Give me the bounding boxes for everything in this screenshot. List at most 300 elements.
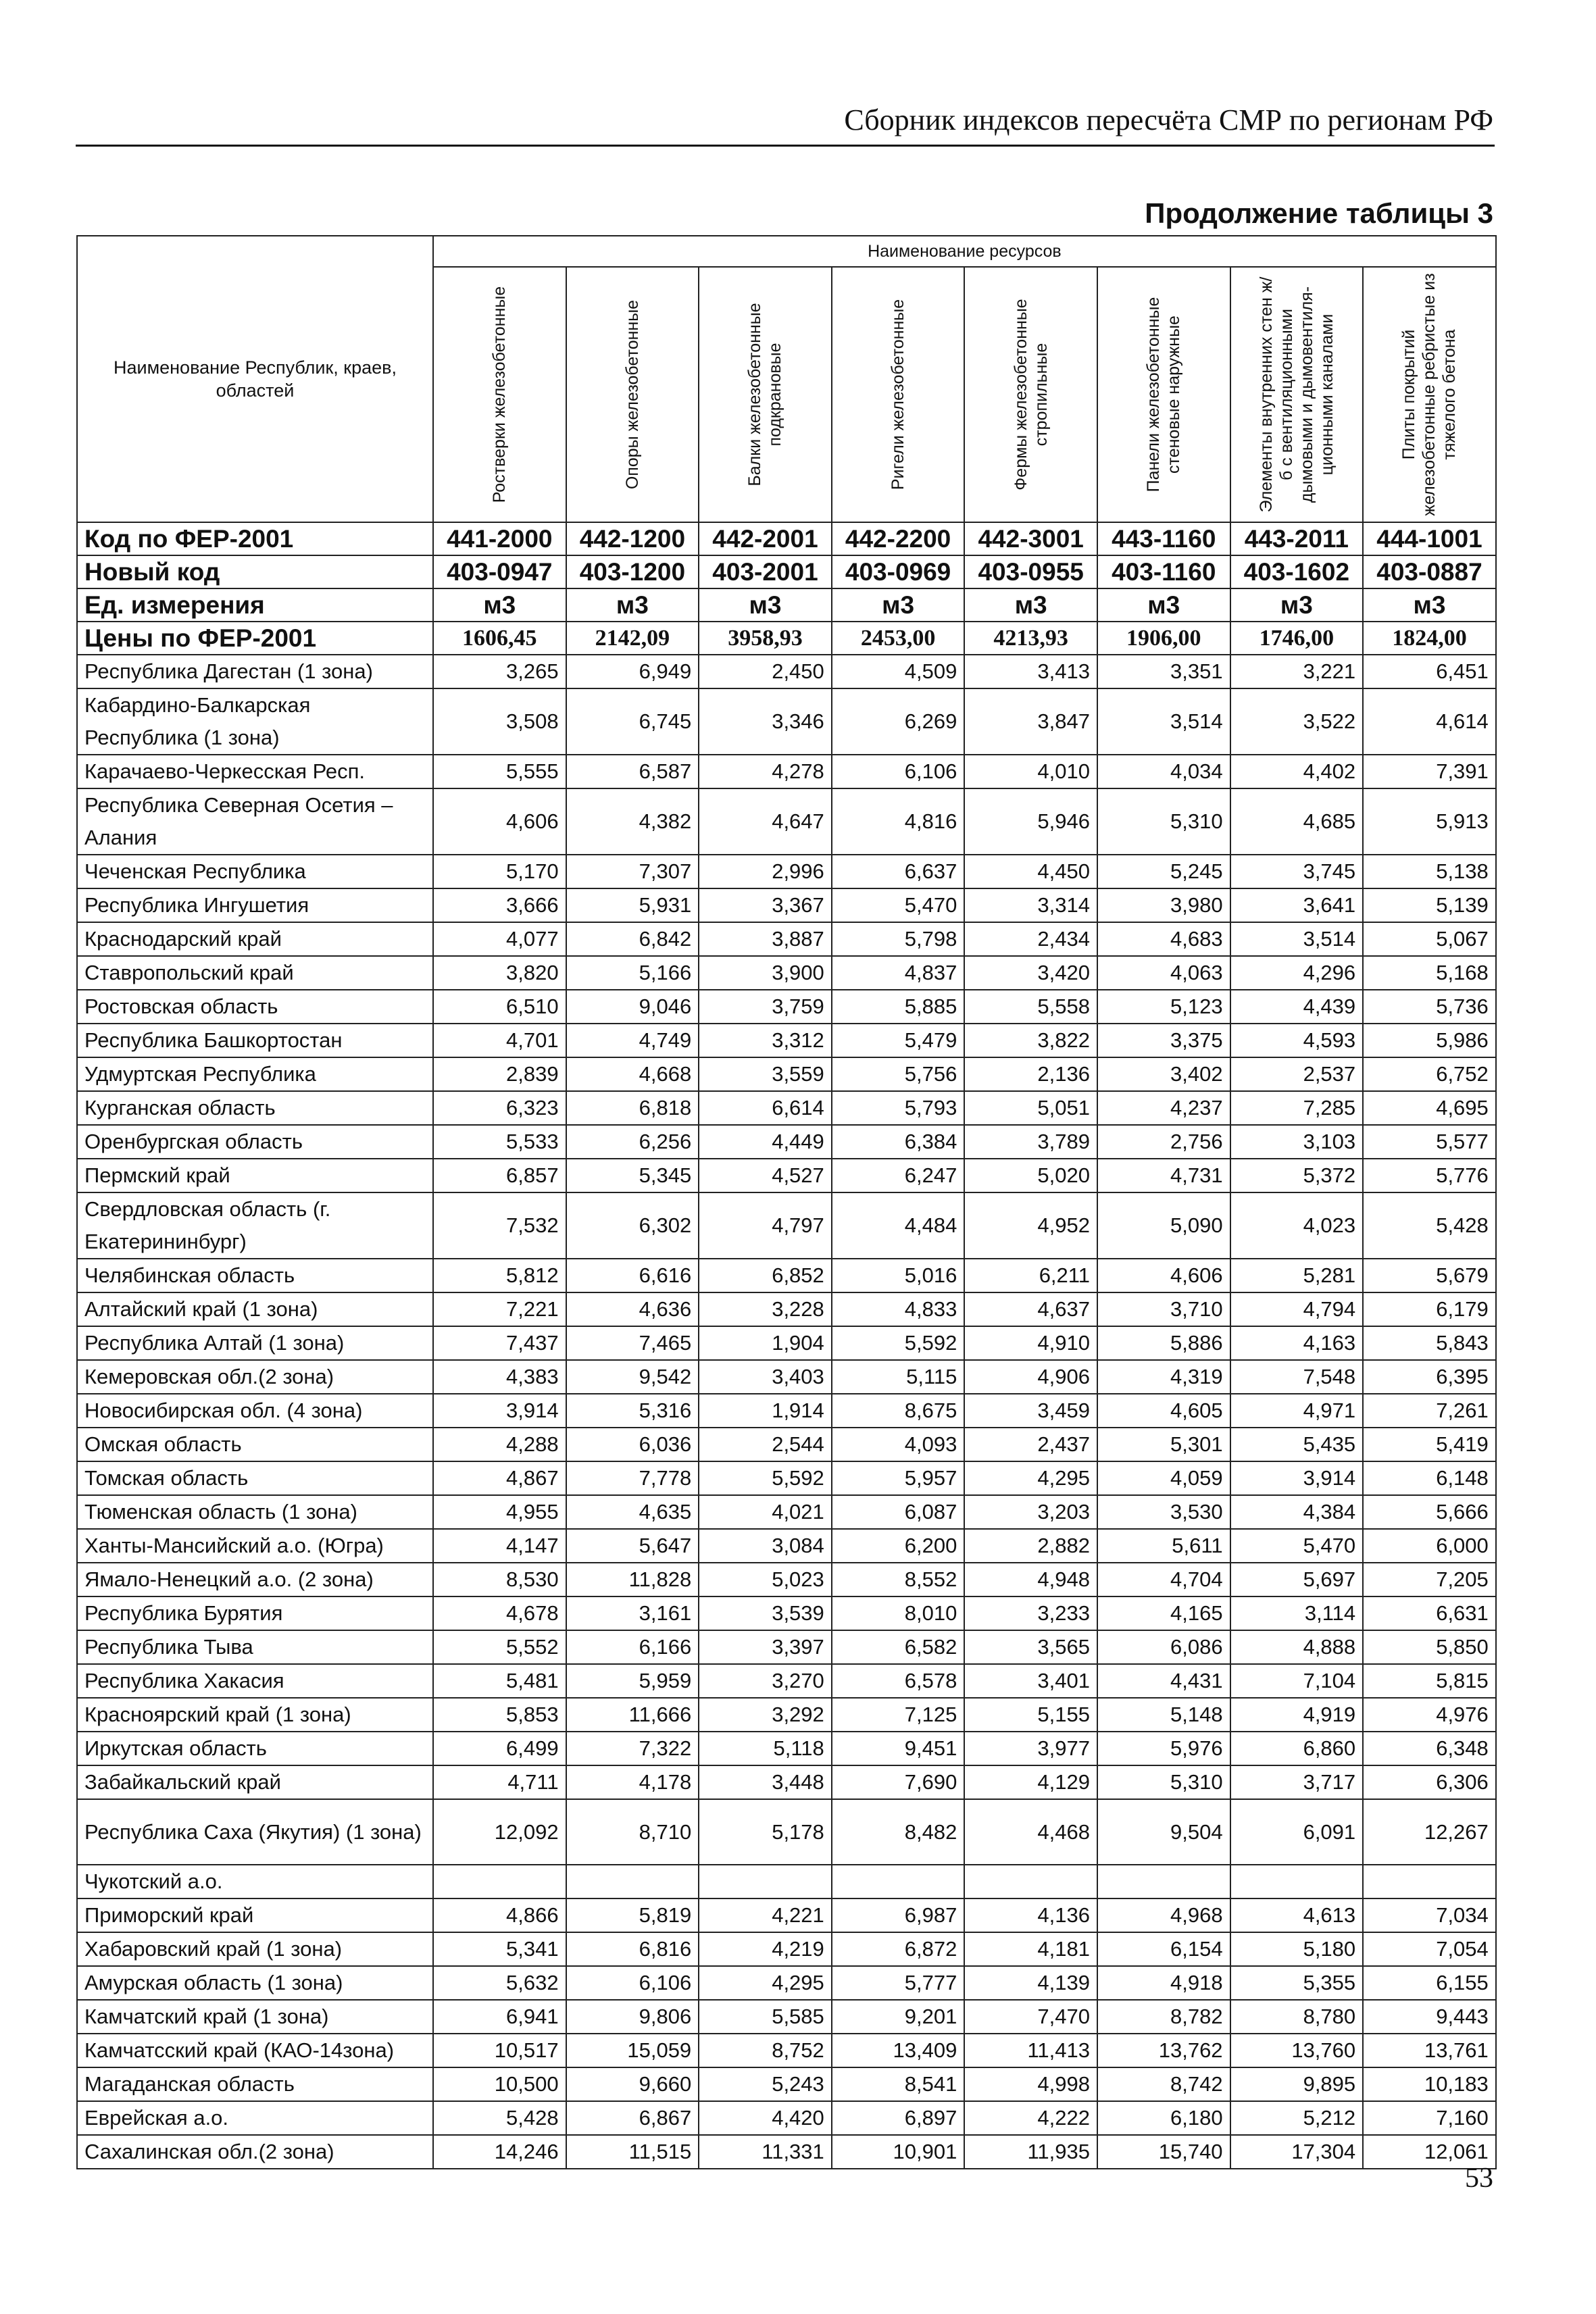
- index-cell: 4,136: [964, 1898, 1097, 1932]
- region-name: Магаданская область: [77, 2067, 433, 2101]
- index-cell: 8,675: [832, 1394, 965, 1428]
- meta-row: [77, 588, 1496, 622]
- index-cell: 3,530: [1097, 1495, 1230, 1529]
- index-cell: 4,678: [433, 1596, 566, 1630]
- index-cell: 7,054: [1363, 1932, 1496, 1966]
- meta-cell: 442-2200: [832, 522, 965, 555]
- index-cell: 3,312: [699, 1024, 832, 1057]
- column-header: [1097, 267, 1230, 522]
- table-row: [77, 2000, 1496, 2034]
- table-row: [77, 1932, 1496, 1966]
- index-cell: 5,178: [699, 1799, 832, 1865]
- meta-cell: 403-2001: [699, 555, 832, 588]
- region-name: Республика Бурятия: [77, 1596, 433, 1630]
- index-cell: 5,798: [832, 922, 965, 956]
- index-cell: 9,542: [566, 1360, 699, 1394]
- index-cell: 3,789: [964, 1125, 1097, 1159]
- meta-cell: 3958,93: [699, 622, 832, 655]
- index-cell: 6,818: [566, 1091, 699, 1125]
- region-name: Республика Хакасия: [77, 1664, 433, 1698]
- index-cell: 4,647: [699, 788, 832, 855]
- index-cell: 6,752: [1363, 1057, 1496, 1091]
- index-cell: 5,301: [1097, 1428, 1230, 1461]
- index-cell: 7,548: [1230, 1360, 1364, 1394]
- index-cell: 6,499: [433, 1732, 566, 1765]
- index-cell: 7,322: [566, 1732, 699, 1765]
- index-cell: 4,685: [1230, 788, 1364, 855]
- index-cell: 3,351: [1097, 655, 1230, 688]
- meta-cell: м3: [1230, 588, 1364, 622]
- table-row: [77, 855, 1496, 888]
- index-cell: 4,129: [964, 1765, 1097, 1799]
- index-cell: 7,125: [832, 1698, 965, 1732]
- table-row: [77, 1428, 1496, 1461]
- index-cell: 5,679: [1363, 1259, 1496, 1292]
- index-cell: 6,087: [832, 1495, 965, 1529]
- index-cell: 4,866: [433, 1898, 566, 1932]
- index-cell: 6,179: [1363, 1292, 1496, 1326]
- index-cell: 5,470: [1230, 1529, 1364, 1563]
- index-cell: 5,853: [433, 1698, 566, 1732]
- index-cell: 3,270: [699, 1664, 832, 1698]
- meta-row-label: Новый код: [77, 555, 433, 588]
- index-cell: 6,211: [964, 1259, 1097, 1292]
- index-cell: 9,451: [832, 1732, 965, 1765]
- index-cell: 5,180: [1230, 1932, 1364, 1966]
- index-cell: 6,867: [566, 2101, 699, 2135]
- index-cell: 5,697: [1230, 1563, 1364, 1596]
- table-row: [77, 2101, 1496, 2135]
- index-cell: 5,552: [433, 1630, 566, 1664]
- index-cell: 3,508: [433, 688, 566, 755]
- index-cell: 5,139: [1363, 888, 1496, 922]
- index-cell: [964, 1865, 1097, 1898]
- column-header: [832, 267, 965, 522]
- column-header: [699, 267, 832, 522]
- index-cell: 9,895: [1230, 2067, 1364, 2101]
- index-cell: 9,504: [1097, 1799, 1230, 1865]
- index-cell: 3,820: [433, 956, 566, 990]
- index-cell: 5,986: [1363, 1024, 1496, 1057]
- region-name: Ямало-Ненецкий а.о. (2 зона): [77, 1563, 433, 1596]
- index-cell: 6,200: [832, 1529, 965, 1563]
- index-cell: 6,614: [699, 1091, 832, 1125]
- index-cell: [1097, 1865, 1230, 1898]
- index-cell: 7,465: [566, 1326, 699, 1360]
- index-cell: 4,402: [1230, 755, 1364, 788]
- meta-cell: 4213,93: [964, 622, 1097, 655]
- meta-cell: м3: [433, 588, 566, 622]
- column-header-label: Балки железобетонные подкрановые: [745, 303, 785, 486]
- index-cell: 4,450: [964, 855, 1097, 888]
- index-cell: 5,815: [1363, 1664, 1496, 1698]
- index-cell: 6,348: [1363, 1732, 1496, 1765]
- table-row: [77, 788, 1496, 855]
- index-cell: 10,901: [832, 2135, 965, 2169]
- index-cell: 6,616: [566, 1259, 699, 1292]
- index-cell: 5,776: [1363, 1159, 1496, 1192]
- index-cell: 4,077: [433, 922, 566, 956]
- index-cell: 4,163: [1230, 1326, 1364, 1360]
- index-cell: 7,532: [433, 1192, 566, 1259]
- index-cell: 15,740: [1097, 2135, 1230, 2169]
- index-cell: 13,761: [1363, 2034, 1496, 2067]
- index-cell: 5,023: [699, 1563, 832, 1596]
- table-row: [77, 1966, 1496, 2000]
- region-name: Республика Башкортостан: [77, 1024, 433, 1057]
- index-cell: 6,637: [832, 855, 965, 888]
- index-cell: 3,822: [964, 1024, 1097, 1057]
- index-cell: 4,816: [832, 788, 965, 855]
- meta-cell: 441-2000: [433, 522, 566, 555]
- index-cell: 3,666: [433, 888, 566, 922]
- region-name: Свердловская область (г. Екатерининбург): [77, 1192, 433, 1259]
- index-cell: 6,384: [832, 1125, 965, 1159]
- index-cell: 9,806: [566, 2000, 699, 2034]
- index-cell: 11,666: [566, 1698, 699, 1732]
- index-cell: [699, 1865, 832, 1898]
- column-header-label: Фермы железобетонные стропильные: [1011, 299, 1051, 491]
- index-cell: 2,434: [964, 922, 1097, 956]
- index-cell: 4,614: [1363, 688, 1496, 755]
- index-cell: 8,752: [699, 2034, 832, 2067]
- index-cell: 5,090: [1097, 1192, 1230, 1259]
- region-name: Чеченская Республика: [77, 855, 433, 888]
- index-cell: 2,756: [1097, 1125, 1230, 1159]
- region-name: Амурская область (1 зона): [77, 1966, 433, 2000]
- meta-cell: м3: [566, 588, 699, 622]
- index-cell: 5,592: [699, 1461, 832, 1495]
- index-cell: 3,745: [1230, 855, 1364, 888]
- region-name: Тюменская область (1 зона): [77, 1495, 433, 1529]
- index-cell: 10,183: [1363, 2067, 1496, 2101]
- index-cell: 1,904: [699, 1326, 832, 1360]
- index-cell: 5,558: [964, 990, 1097, 1024]
- region-name: Республика Северная Осетия – Алания: [77, 788, 433, 855]
- index-cell: 4,237: [1097, 1091, 1230, 1125]
- column-header-label: Плиты покрытий железобетонные ребристые из тяжелого бетона: [1399, 273, 1460, 516]
- index-cell: 12,061: [1363, 2135, 1496, 2169]
- index-cell: 3,402: [1097, 1057, 1230, 1091]
- index-cell: 4,010: [964, 755, 1097, 788]
- index-cell: 4,063: [1097, 956, 1230, 990]
- resource-group-header: Наименование ресурсов: [433, 236, 1496, 267]
- index-cell: 4,139: [964, 1966, 1097, 2000]
- index-cell: 5,372: [1230, 1159, 1364, 1192]
- index-cell: 6,857: [433, 1159, 566, 1192]
- index-cell: 6,852: [699, 1259, 832, 1292]
- index-cell: 3,759: [699, 990, 832, 1024]
- index-cell: 3,565: [964, 1630, 1097, 1664]
- index-cell: 3,900: [699, 956, 832, 990]
- index-cell: 5,281: [1230, 1259, 1364, 1292]
- index-cell: 13,760: [1230, 2034, 1364, 2067]
- index-cell: 17,304: [1230, 2135, 1364, 2169]
- table-row: [77, 1630, 1496, 1664]
- meta-row: [77, 555, 1496, 588]
- meta-row: [77, 522, 1496, 555]
- index-cell: 6,587: [566, 755, 699, 788]
- index-cell: 6,106: [566, 1966, 699, 2000]
- index-cell: 5,585: [699, 2000, 832, 2034]
- index-cell: 4,683: [1097, 922, 1230, 956]
- index-cell: 4,219: [699, 1932, 832, 1966]
- index-cell: 8,710: [566, 1799, 699, 1865]
- column-header-label: Ростверки железобетонные: [490, 286, 509, 503]
- index-cell: 3,559: [699, 1057, 832, 1091]
- meta-cell: м3: [1097, 588, 1230, 622]
- index-cell: 3,847: [964, 688, 1097, 755]
- index-cell: 4,837: [832, 956, 965, 990]
- table-row: [77, 2067, 1496, 2101]
- meta-cell: 444-1001: [1363, 522, 1496, 555]
- index-cell: 3,401: [964, 1664, 1097, 1698]
- region-name: Алтайский край (1 зона): [77, 1292, 433, 1326]
- index-cell: 5,913: [1363, 788, 1496, 855]
- meta-row-label: Код по ФЕР-2001: [77, 522, 433, 555]
- index-cell: 6,941: [433, 2000, 566, 2034]
- index-cell: 5,957: [832, 1461, 965, 1495]
- index-cell: 12,267: [1363, 1799, 1496, 1865]
- index-cell: 10,517: [433, 2034, 566, 2067]
- index-cell: 5,316: [566, 1394, 699, 1428]
- meta-cell: м3: [1363, 588, 1496, 622]
- index-cell: 4,635: [566, 1495, 699, 1529]
- index-cell: 4,976: [1363, 1698, 1496, 1732]
- index-cell: 3,084: [699, 1529, 832, 1563]
- index-cell: 3,413: [964, 655, 1097, 688]
- meta-row-label: Цены по ФЕР-2001: [77, 622, 433, 655]
- meta-cell: м3: [832, 588, 965, 622]
- column-header: [566, 267, 699, 522]
- index-cell: 5,555: [433, 755, 566, 788]
- page-number: 53: [1465, 2163, 1493, 2194]
- index-cell: 3,448: [699, 1765, 832, 1799]
- index-cell: 6,897: [832, 2101, 965, 2135]
- index-cell: 6,578: [832, 1664, 965, 1698]
- region-name: Республика Саха (Якутия) (1 зона): [77, 1799, 433, 1865]
- index-cell: 6,872: [832, 1932, 965, 1966]
- region-name: Приморский край: [77, 1898, 433, 1932]
- index-cell: 2,839: [433, 1057, 566, 1091]
- index-cell: 3,375: [1097, 1024, 1230, 1057]
- index-cell: 5,212: [1230, 2101, 1364, 2135]
- index-cell: 5,428: [1363, 1192, 1496, 1259]
- index-cell: 8,010: [832, 1596, 965, 1630]
- meta-cell: м3: [964, 588, 1097, 622]
- region-name: Курганская область: [77, 1091, 433, 1125]
- index-cell: 7,470: [964, 2000, 1097, 2034]
- region-name: Иркутская область: [77, 1732, 433, 1765]
- index-cell: 6,247: [832, 1159, 965, 1192]
- index-cell: [566, 1865, 699, 1898]
- index-cell: [1230, 1865, 1364, 1898]
- table-row: [77, 1091, 1496, 1125]
- index-cell: 5,885: [832, 990, 965, 1024]
- region-name: Челябинская область: [77, 1259, 433, 1292]
- index-cell: 3,367: [699, 888, 832, 922]
- index-cell: 3,459: [964, 1394, 1097, 1428]
- index-cell: 4,636: [566, 1292, 699, 1326]
- index-cell: 5,479: [832, 1024, 965, 1057]
- index-cell: 4,593: [1230, 1024, 1364, 1057]
- region-name: Пермский край: [77, 1159, 433, 1192]
- index-cell: 6,745: [566, 688, 699, 755]
- index-cell: 11,413: [964, 2034, 1097, 2067]
- index-cell: 6,154: [1097, 1932, 1230, 1966]
- index-cell: 5,138: [1363, 855, 1496, 888]
- index-cell: 2,437: [964, 1428, 1097, 1461]
- table-header-row-group: [77, 236, 1496, 267]
- index-cell: 12,092: [433, 1799, 566, 1865]
- index-cell: 5,355: [1230, 1966, 1364, 2000]
- index-cell: 4,797: [699, 1192, 832, 1259]
- index-cell: 4,059: [1097, 1461, 1230, 1495]
- index-cell: 4,867: [433, 1461, 566, 1495]
- index-cell: 5,931: [566, 888, 699, 922]
- index-cell: 4,093: [832, 1428, 965, 1461]
- region-name: Республика Ингушетия: [77, 888, 433, 922]
- table-row: [77, 1024, 1496, 1057]
- index-cell: 6,306: [1363, 1765, 1496, 1799]
- region-name: Омская область: [77, 1428, 433, 1461]
- index-cell: 11,935: [964, 2135, 1097, 2169]
- index-cell: 4,181: [964, 1932, 1097, 1966]
- table-row: [77, 2135, 1496, 2169]
- table-row: [77, 1732, 1496, 1765]
- index-cell: 3,314: [964, 888, 1097, 922]
- index-cell: 5,243: [699, 2067, 832, 2101]
- index-cell: 5,533: [433, 1125, 566, 1159]
- meta-cell: 442-1200: [566, 522, 699, 555]
- index-cell: 5,166: [566, 956, 699, 990]
- meta-cell: 403-1602: [1230, 555, 1364, 588]
- header-rule: [76, 145, 1495, 147]
- index-cell: 4,527: [699, 1159, 832, 1192]
- index-cell: 5,777: [832, 1966, 965, 2000]
- index-cell: 4,222: [964, 2101, 1097, 2135]
- index-cell: 8,482: [832, 1799, 965, 1865]
- table-row: [77, 1898, 1496, 1932]
- table-row: [77, 1664, 1496, 1698]
- index-cell: 4,888: [1230, 1630, 1364, 1664]
- index-cell: 4,484: [832, 1192, 965, 1259]
- region-name: Сахалинская обл.(2 зона): [77, 2135, 433, 2169]
- index-cell: 5,592: [832, 1326, 965, 1360]
- index-cell: 6,269: [832, 688, 965, 755]
- index-cell: 6,302: [566, 1192, 699, 1259]
- index-cell: 6,086: [1097, 1630, 1230, 1664]
- region-name: Карачаево-Черкесская Респ.: [77, 755, 433, 788]
- index-cell: 5,470: [832, 888, 965, 922]
- region-name: Ростовская область: [77, 990, 433, 1024]
- index-cell: 4,701: [433, 1024, 566, 1057]
- index-cell: 5,976: [1097, 1732, 1230, 1765]
- index-cell: 11,331: [699, 2135, 832, 2169]
- region-name: Новосибирская обл. (4 зона): [77, 1394, 433, 1428]
- index-cell: 5,577: [1363, 1125, 1496, 1159]
- index-cell: 5,123: [1097, 990, 1230, 1024]
- index-cell: 5,666: [1363, 1495, 1496, 1529]
- table-row: [77, 1360, 1496, 1394]
- index-cell: 4,910: [964, 1326, 1097, 1360]
- table-row: [77, 1529, 1496, 1563]
- index-cell: 2,450: [699, 655, 832, 688]
- table-row: [77, 888, 1496, 922]
- table-row: [77, 1596, 1496, 1630]
- index-cell: 3,977: [964, 1732, 1097, 1765]
- index-cell: [1363, 1865, 1496, 1898]
- region-name: Кемеровская обл.(2 зона): [77, 1360, 433, 1394]
- index-cell: 4,668: [566, 1057, 699, 1091]
- index-cell: 4,165: [1097, 1596, 1230, 1630]
- region-name: Кабардино-Балкарская Республика (1 зона): [77, 688, 433, 755]
- region-name: Камчатский край (1 зона): [77, 2000, 433, 2034]
- meta-cell: 1824,00: [1363, 622, 1496, 655]
- index-cell: 5,310: [1097, 788, 1230, 855]
- region-name: Чукотский а.о.: [77, 1865, 433, 1898]
- index-cell: 4,288: [433, 1428, 566, 1461]
- column-header: [964, 267, 1097, 522]
- meta-cell: 403-0969: [832, 555, 965, 588]
- meta-cell: м3: [699, 588, 832, 622]
- index-cell: 5,736: [1363, 990, 1496, 1024]
- index-cell: 4,034: [1097, 755, 1230, 788]
- index-cell: 4,468: [964, 1799, 1097, 1865]
- table-body: [77, 236, 1496, 2169]
- index-cell: 3,233: [964, 1596, 1097, 1630]
- index-cell: 3,522: [1230, 688, 1364, 755]
- index-cell: 5,428: [433, 2101, 566, 2135]
- index-cell: 4,833: [832, 1292, 965, 1326]
- index-cell: 5,020: [964, 1159, 1097, 1192]
- index-cell: 1,914: [699, 1394, 832, 1428]
- table-row: [77, 956, 1496, 990]
- region-name: Еврейская а.о.: [77, 2101, 433, 2135]
- index-cell: 7,261: [1363, 1394, 1496, 1428]
- index-cell: 3,914: [1230, 1461, 1364, 1495]
- index-cell: [832, 1865, 965, 1898]
- meta-cell: 403-0887: [1363, 555, 1496, 588]
- index-cell: 8,780: [1230, 2000, 1364, 2034]
- table-row: [77, 1563, 1496, 1596]
- index-cell: 4,695: [1363, 1091, 1496, 1125]
- index-cell: 4,178: [566, 1765, 699, 1799]
- index-cell: 4,952: [964, 1192, 1097, 1259]
- index-cell: 3,710: [1097, 1292, 1230, 1326]
- index-cell: 15,059: [566, 2034, 699, 2067]
- index-cell: 4,147: [433, 1529, 566, 1563]
- index-cell: 8,552: [832, 1563, 965, 1596]
- index-cell: 3,265: [433, 655, 566, 688]
- index-cell: 4,968: [1097, 1898, 1230, 1932]
- index-cell: 5,168: [1363, 956, 1496, 990]
- index-cell: 4,971: [1230, 1394, 1364, 1428]
- meta-cell: 1906,00: [1097, 622, 1230, 655]
- table-row: [77, 1159, 1496, 1192]
- column-header: [433, 267, 566, 522]
- table-row: [77, 1495, 1496, 1529]
- index-cell: 3,420: [964, 956, 1097, 990]
- index-cell: 6,395: [1363, 1360, 1496, 1394]
- index-cell: 3,397: [699, 1630, 832, 1664]
- index-cell: 4,295: [699, 1966, 832, 2000]
- region-name: Забайкальский край: [77, 1765, 433, 1799]
- index-cell: 3,717: [1230, 1765, 1364, 1799]
- meta-cell: 1746,00: [1230, 622, 1364, 655]
- table-row: [77, 1765, 1496, 1799]
- index-cell: 3,514: [1097, 688, 1230, 755]
